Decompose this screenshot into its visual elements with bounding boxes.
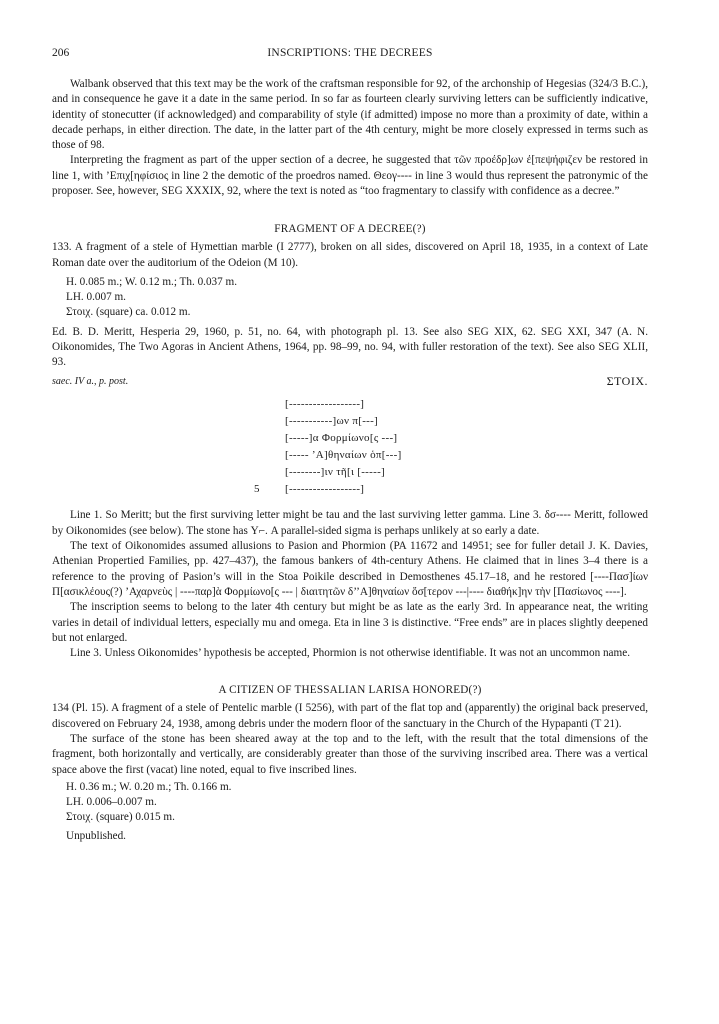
inscription-line: [-----------]ων π[---] — [285, 415, 379, 428]
running-header — [52, 47, 648, 63]
entry-133-description: 133. A fragment of a stele of Hymettian marble (I 2777), broken on all sides, discovered on April 18, 1935, in a context of Late Roman date over the auditorium of the Odeion (M 10). — [52, 241, 648, 269]
entry-134-surface-note: The surface of the stone has been sheared away at the top and to the left, with the result that the total dimensions of the fragment, both horizontally and vertically, are considerably greater than those of the surviving inscribed area. There was a vertical space above the first (vacat) line noted, equal to five inscribed lines. — [52, 733, 648, 776]
stoichedon-label: ΣΤΟΙΧ. — [606, 374, 648, 389]
date-row — [52, 374, 648, 396]
line-number: 5 — [254, 483, 260, 496]
commentary-paragraph: The text of Oikonomides assumed allusions to Pasion and Phormion (PA 11672 and 14951; see for fuller detail J. K. Davies, Athenian Propertied Families, pp. 427–437), the famous bankers of 4th-century Athens. He claimed that in lines 3–4 there is a reference to the proving of Pasion’s will in the Stoa Poikile described in Demosthenes 45.17–18, and he restored [----Πασ]ίων Π[ασικλέους(?) ’Αχαρνεὺς | ----παρ]ὰ Φορμίωνο[ς --- | διαιτητῶν δ’’Α]θηναίων ὅσ[τερον ---|---- διαθήκ]ην τὴν [Πασίωνος ----]. — [52, 540, 648, 598]
measurement-line: LH. 0.006–0.007 m. — [66, 796, 157, 809]
running-title: INSCRIPTIONS: THE DECREES — [267, 47, 433, 59]
commentary-paragraph: The inscription seems to belong to the later 4th century but might be as late as the early 3rd. In appearance neat, the writing varies in detail of individual letters, especially mu and omega. Eta in line 3 is distinctive. “Free ends” are in places slightly deepened but not enlarged. — [52, 601, 648, 644]
inscription-line: [------------------] — [285, 398, 365, 411]
measurement-line: H. 0.36 m.; W. 0.20 m.; Th. 0.166 m. — [66, 780, 232, 793]
measurement-line: LH. 0.007 m. — [66, 291, 126, 304]
entry-133-edition: Ed. B. D. Meritt, Hesperia 29, 1960, p. 51, no. 64, with photograph pl. 13. See also SEG XIX, 62. SEG XXI, 347 (A. N. Oikonomides, The Two Agoras in Ancient Athens, 1964, pp. 98–99, no. 94, with fuller restoration of the text). See also SEG XLII, 93. — [52, 325, 648, 369]
commentary-paragraph: Line 3. Unless Oikonomides’ hypothesis be accepted, Phormion is not otherwise identifiable. It was not an uncommon name. — [70, 647, 630, 660]
inscription-text — [52, 398, 648, 502]
entry-133-measurements — [66, 275, 648, 321]
page-number: 206 — [52, 47, 70, 59]
intro-paragraph-2: Interpreting the fragment as part of the upper section of a decree, he suggested that τῶν προέδρ]ων ἐ[πεψήφιζεν be restored in line 1, with ’Επιχ[ηφίσιος in line 2 the demotic of the proedros named. Θεογ---- in line 3 would thus represent the patronymic of the proposer. See, however, SEG XXXIX, 92, where the text is noted as “too fragmentary to classify with confidence as a decree.” — [52, 154, 648, 198]
document-page — [52, 47, 648, 844]
publication-status: Unpublished. — [66, 829, 126, 842]
measurement-line: Στοιχ. (square) ca. 0.012 m. — [66, 306, 191, 319]
measurement-line: Στοιχ. (square) 0.015 m. — [66, 811, 175, 824]
commentary-paragraph: Line 1. So Meritt; but the first surviving letter might be tau and the last surviving letter gamma. Line 3. δσ---- Meritt, followed by Oikonomides (see below). The stone has Υ⌐. A parallel-sided sigma is perhaps unlikely at so early a date. — [52, 509, 648, 537]
inscription-line: [------------------] — [285, 483, 365, 496]
measurement-line: H. 0.085 m.; W. 0.12 m.; Th. 0.037 m. — [66, 275, 238, 288]
section-heading-133: FRAGMENT OF A DECREE(?) — [274, 223, 426, 236]
inscription-line: [--------]ιν τῆ[ι [-----] — [285, 466, 386, 479]
section-heading-134: A CITIZEN OF THESSALIAN LARISA HONORED(?) — [218, 684, 482, 697]
date-label: saec. IV a., p. post. — [52, 376, 129, 388]
entry-134-measurements — [66, 780, 648, 844]
inscription-line: [----- ’Α]θηναίων ὁπ[---] — [285, 449, 402, 462]
inscription-line: [-----]α Φορμίωνο[ς ---] — [285, 432, 398, 445]
intro-paragraph-1: Walbank observed that this text may be the work of the craftsman responsible for 92, of the archonship of Hegesias (324/3 B.C.), and in consequence he gave it a date in the same period. In so far as fourteen clearly surviving letters can be sufficiently indicative, identity of stonecutter (if acknowledged) and comparability of style (if admitted) impose no more than a proximity of date, within a decade perhaps, in either direction. The date, in the latter part of the 4th century, might be more closely expressed in terms such as those of 98. — [52, 78, 648, 152]
entry-134-description: 134 (Pl. 15). A fragment of a stele of Pentelic marble (I 5256), with part of the flat top and (apparently) the original back preserved, discovered on February 24, 1938, among debris under the modern floor of the sanctuary in the Church of the Hypapanti (T 21). — [52, 702, 648, 730]
